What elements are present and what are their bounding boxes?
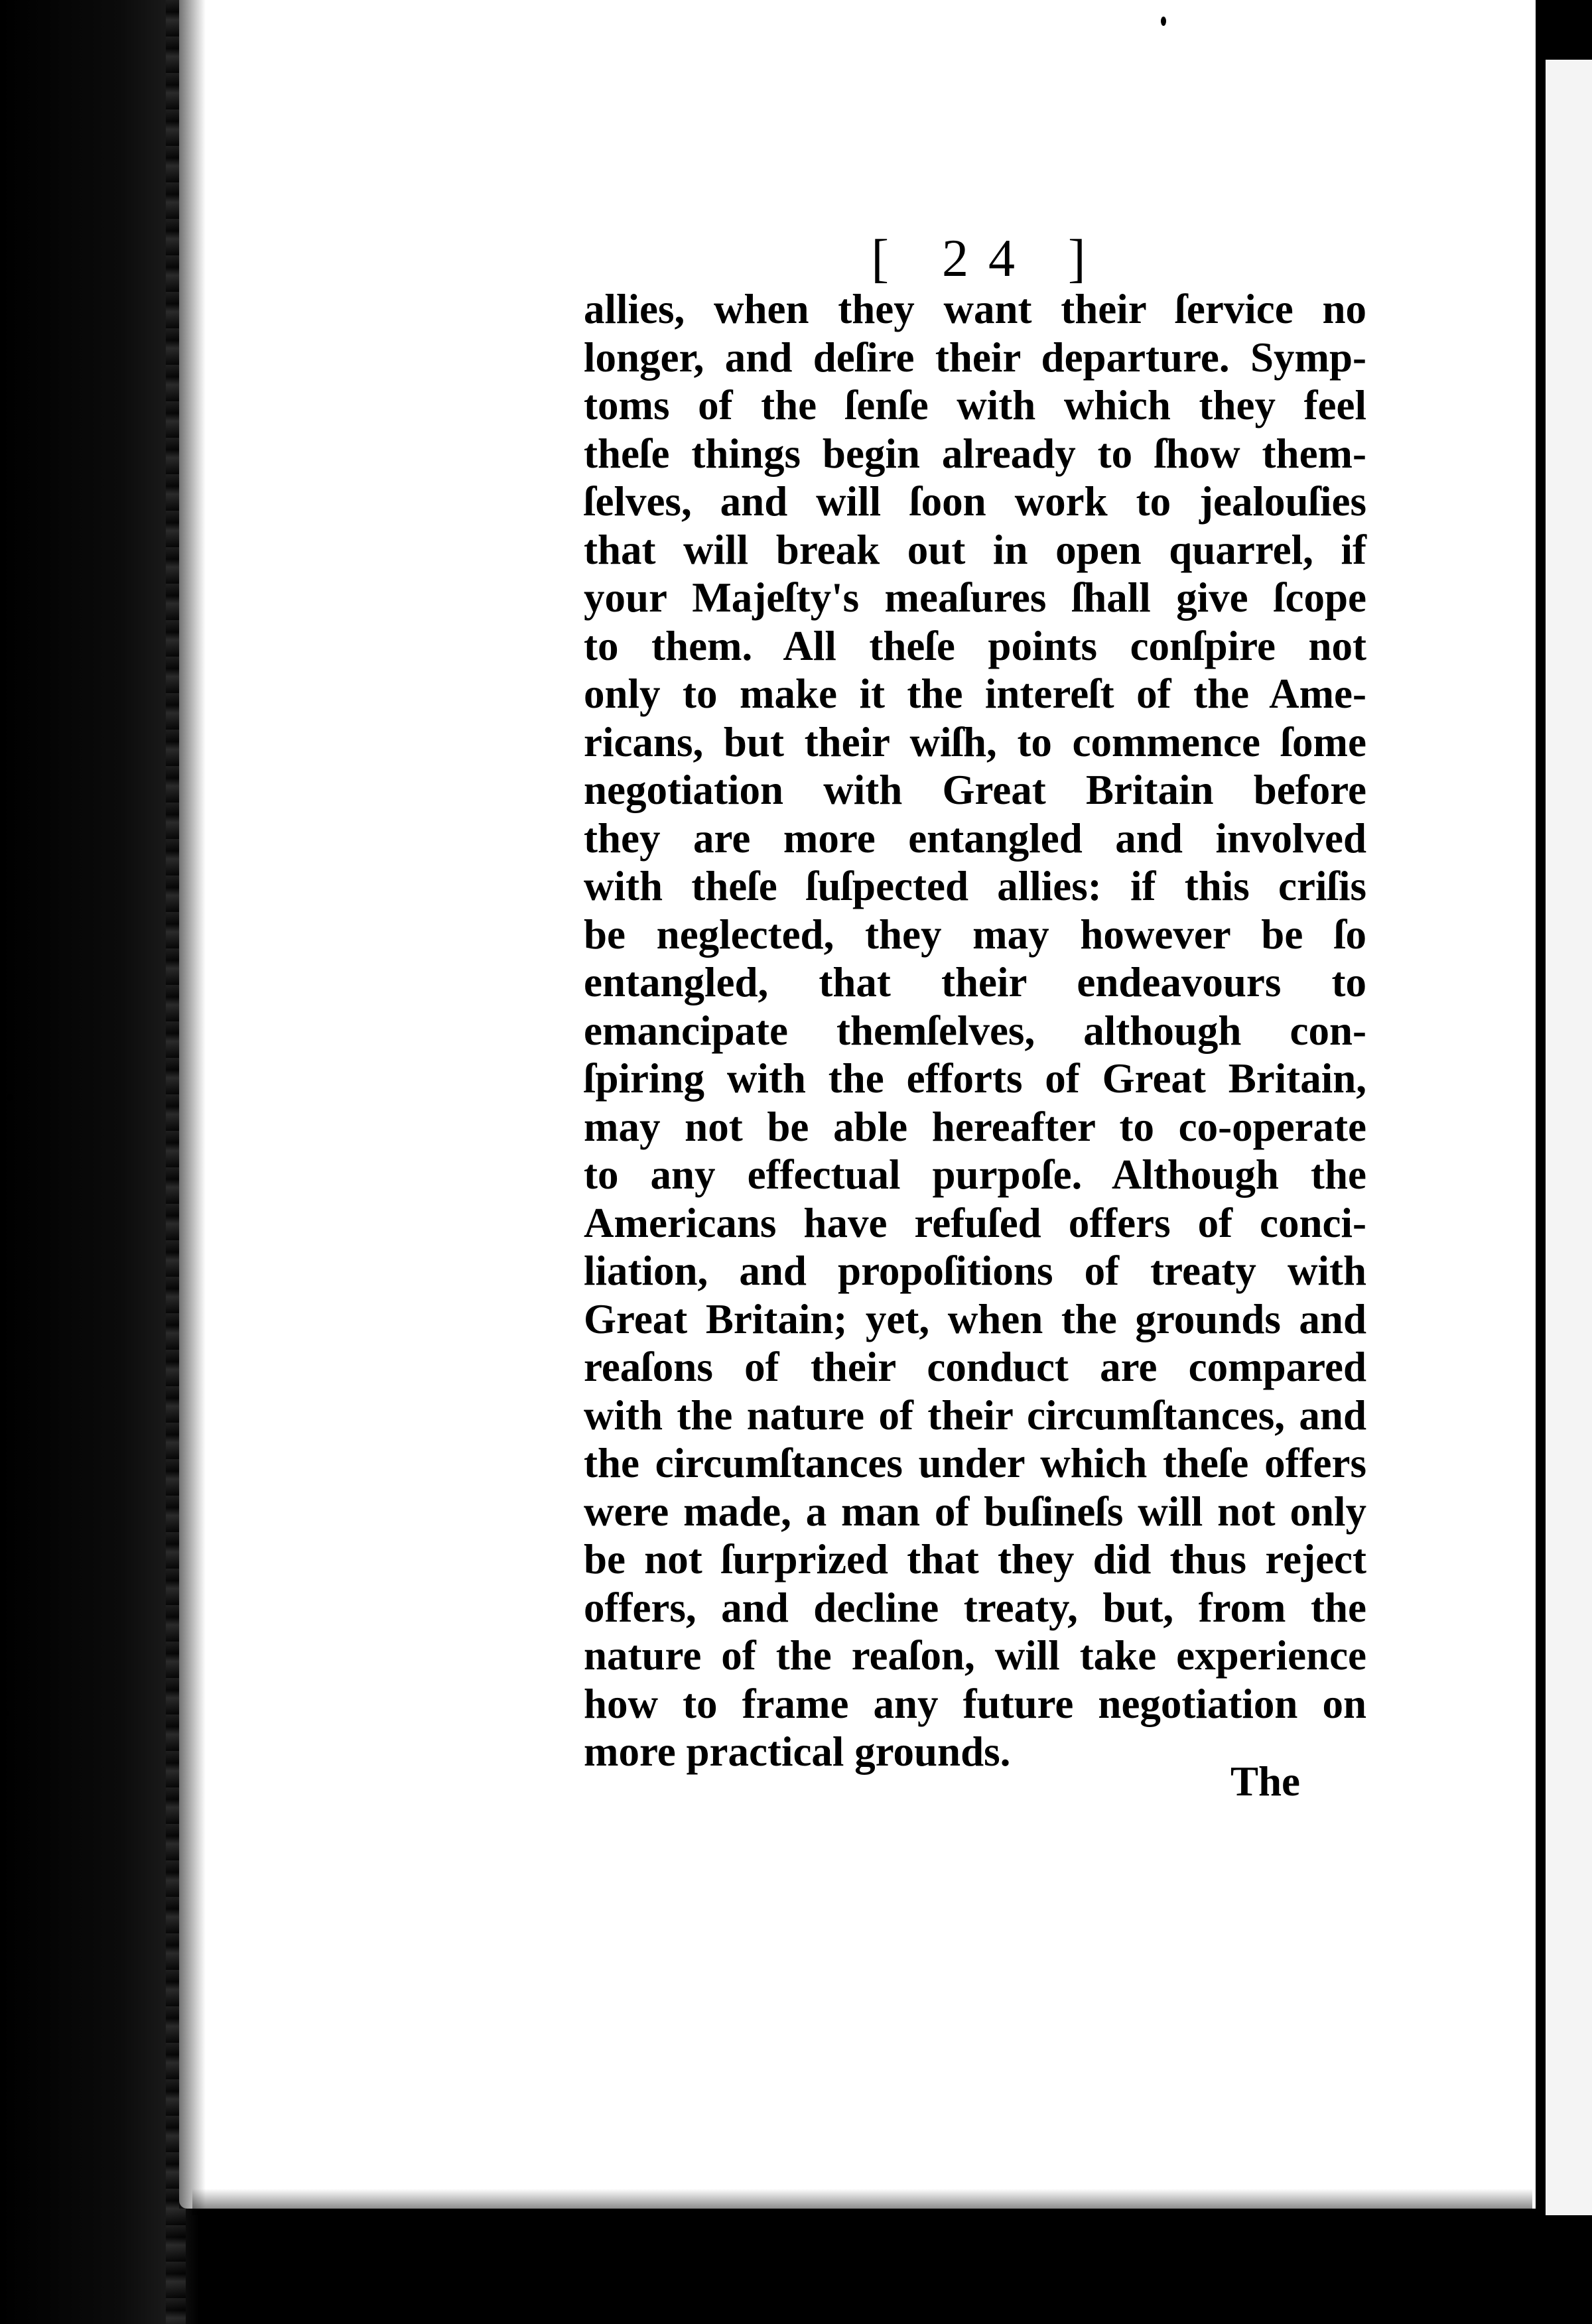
text-line: be not ſurprized that they did thus reject <box>584 1536 1366 1582</box>
scan-speck <box>4 1711 9 1716</box>
text-line: entangled, that their endeavours to <box>584 959 1366 1005</box>
text-line: to them. All theſe points conſpire not <box>584 622 1366 669</box>
catchword: The <box>1230 1758 1301 1805</box>
text-line: with the nature of their circumſtances, and <box>584 1391 1366 1439</box>
text-line: were made, a man of buſineſs will not only <box>584 1488 1366 1535</box>
text-line: theſe things begin already to ſhow them- <box>584 430 1366 477</box>
text-line: be neglected, they may however be ſo <box>584 911 1366 958</box>
text-line: nature of the reaſon, will take experience <box>584 1632 1366 1679</box>
scan-speck <box>1161 17 1166 26</box>
text-line: that will break out in open quarrel, if <box>584 526 1366 573</box>
page-inner-shadow <box>179 0 206 2209</box>
scan-speck <box>7 1094 13 1101</box>
text-line: with theſe ſuſpected allies: if this criſis <box>584 863 1366 909</box>
text-line: the circumſtances under which theſe offers <box>584 1440 1366 1486</box>
text-line: ricans, but their wiſh, to commence ſome <box>584 718 1366 765</box>
text-line: to any effectual purpoſe. Although the <box>584 1151 1366 1198</box>
text-line: your Majeſty's meaſures ſhall give ſcope <box>584 574 1366 621</box>
text-line: liation, and propoſitions of treaty with <box>584 1248 1366 1294</box>
text-line: longer, and deſire their departure. Symp- <box>584 334 1366 381</box>
text-line: reaſons of their conduct are compared <box>584 1344 1366 1390</box>
adjacent-page-edge <box>1546 60 1592 2215</box>
text-line: toms of the ſenſe with which they feel <box>584 382 1366 428</box>
page-bottom-shadow <box>192 2189 1532 2215</box>
text-line: only to make it the intereſt of the Ame- <box>584 671 1366 717</box>
text-line: may not be able hereafter to co-operate <box>584 1103 1366 1150</box>
text-line: they are more entangled and involved <box>584 814 1366 862</box>
text-line: emancipate themſelves, although con- <box>584 1007 1366 1054</box>
text-line: ſelves, and will ſoon work to jealouſies <box>584 478 1366 525</box>
page-number: [ 24 ] <box>871 229 1106 288</box>
body-text <box>584 285 1366 1776</box>
text-line: allies, when they want their ſervice no <box>584 286 1366 332</box>
text-line: offers, and decline treaty, but, from the <box>584 1584 1366 1631</box>
text-line: more practical grounds. <box>584 1728 1011 1775</box>
text-line: Americans have refuſed offers of conci- <box>584 1199 1366 1246</box>
text-line: negotiation with Great Britain before <box>584 767 1366 813</box>
text-line: Great Britain; yet, when the grounds and <box>584 1295 1366 1342</box>
text-line: how to frame any future negotiation on <box>584 1680 1366 1727</box>
text-line: ſpiring with the efforts of Great Britain, <box>584 1055 1366 1102</box>
